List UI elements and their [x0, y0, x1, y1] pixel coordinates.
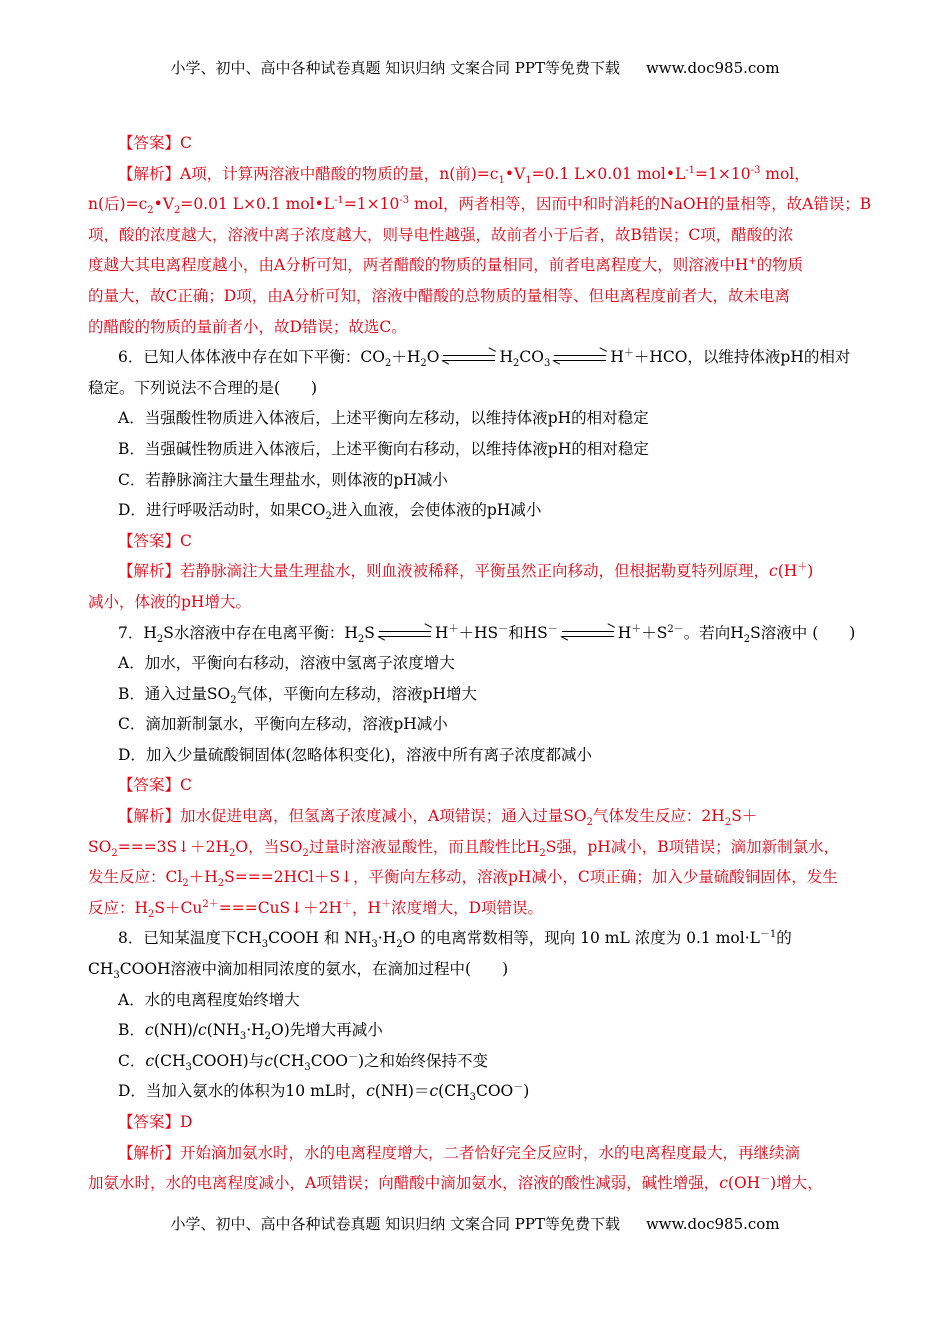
q6-answer: 【答案】C — [118, 531, 192, 550]
q7-option-a: A．加水，平衡向右移动，溶液中氢离子浓度增大 — [118, 654, 455, 673]
q7-analysis-line-2: $SO_2===3S↓+2H_2O$，当$SO_2$过量时溶液显酸性，而且酸性比$H_2S$强，pH减小，B项错误；滴加新制氯水， — [88, 837, 840, 859]
q6-option-a: A．当强酸性物质进入体液后，上述平衡向左移动，以维持体液pH的相对稳定 — [118, 409, 649, 428]
q7-answer: 【答案】C — [118, 776, 192, 795]
q8-stem-line-2: $CH_3COOH$溶液中滴加相同浓度的氨水，在滴加过程中( ) — [88, 960, 509, 982]
q5-analysis-line-3: 项，酸的浓度越大，溶液中离子浓度越大，则导电性越强，故前者小于后者，故B错误；C项，醋酸的浓 — [88, 225, 794, 244]
equilibrium-arrow-icon — [554, 352, 606, 364]
q8-stem-line-1: 8．已知某温度下$CH_3COOH$ 和 $NH_3\cdot H_2O$ 的电离常数相等，现向 10 mL 浓度为 0.1 $mol\cdot L^{-1}$的 — [118, 929, 792, 951]
q7-analysis-line-1: 【解析】加水促进电离，但氢离子浓度减小，A项错误；通入过量$SO_2$气体发生反应：$2H_2S+$ — [118, 807, 758, 829]
document-body — [88, 128, 872, 1199]
q6-analysis-line-2: 减小，体液的pH增大。 — [88, 592, 251, 611]
q8-analysis-line-1: 【解析】开始滴加氨水时，水的电离程度增大，二者恰好完全反应时，水的电离程度最大，再继续滴 — [118, 1143, 801, 1162]
q8-answer: 【答案】D — [118, 1113, 193, 1131]
q6-stem-line-1: 6．已知人体体液中存在如下平衡：$CO_2+H_2O$ $H_2CO_3$ H＋＋HCO，以维持体液pH的相对 — [118, 348, 851, 370]
q5-analysis-line-5: 的量大，故C正确；D项，由A分析可知，溶液中醋酸的总物质的量相等、但电离程度前者大，故未电离 — [88, 286, 790, 305]
q6-analysis-line-1: 【解析】若静脉滴注大量生理盐水，则血液被稀释，平衡虽然正向移动，但根据勒夏特列原理，c(H＋) — [118, 562, 814, 581]
q8-analysis-line-2: 加氨水时，水的电离程度减小，A项错误；向醋酸中滴加氨水，溶液的酸性减弱，碱性增强，c(OH－)增大， — [88, 1174, 823, 1193]
q7-analysis-line-4: 反应：$H_2S+Cu^{2+}===CuS↓+2H^+$，H＋浓度增大，D项错误。 — [88, 898, 544, 920]
q6-stem-line-2: 稳定。下列说法不合理的是( ) — [88, 378, 318, 397]
q5-analysis-line-4: 度越大其电离程度越小，由A分析可知，两者醋酸的物质的量相同，前者电离程度大，则溶液中H+的物质 — [88, 256, 804, 275]
equilibrium-arrow-icon — [443, 352, 495, 364]
q5-analysis-line-1: 【解析】A项，计算两溶液中醋酸的物质的量，n(前)$=c_1•V_1=0.1$ L×0.01 $mol•L^{-1}=1\times 10^{-3}$ mol， — [118, 164, 810, 186]
equilibrium-arrow-icon — [379, 628, 431, 640]
q5-answer: 【答案】C — [118, 134, 192, 152]
q7-stem: 7．$H_2S$水溶液中存在电离平衡：$H_2S$ H＋＋HS－和HS－ $H^++S^{2-}$。若向$H_2S$溶液中 ( ) — [118, 623, 856, 645]
header-text: 小学、初中、高中各种试卷真题 知识归纳 文案合同 PPT等免费下载 — [170, 59, 620, 77]
q6-option-c: C．若静脉滴注大量生理盐水，则体液的pH减小 — [118, 470, 448, 489]
q6-option-b: B．当强碱性物质进入体液后，上述平衡向右移动，以维持体液pH的相对稳定 — [118, 439, 649, 458]
page-footer — [0, 1213, 950, 1234]
equilibrium-arrow-icon — [562, 628, 614, 640]
q5-analysis-line-2: n(后)$=c_2•V_2=0.01$ L×0.1 $mol•L^{-1}=1\times 10^{-3}$ mol，两者相等，因而中和时消耗的NaOH的量相等，故A错误；B — [88, 195, 872, 217]
q8-option-b: B．$c(NH)/c(NH_3\cdot H_2O)$先增大再减小 — [118, 1021, 383, 1043]
q8-option-d: D．当加入氨水的体积为10 mL时，$c(NH)=c(CH_3COO^-)$ — [118, 1082, 530, 1104]
q8-option-c: C．$c(CH_3COOH)$与$c(CH_3COO^-)$之和始终保持不变 — [118, 1051, 489, 1073]
footer-url[interactable]: www.doc985.com — [645, 1215, 780, 1233]
footer-text: 小学、初中、高中各种试卷真题 知识归纳 文案合同 PPT等免费下载 — [170, 1215, 620, 1233]
q8-option-a: A．水的电离程度始终增大 — [118, 990, 300, 1009]
page-header — [0, 57, 950, 78]
q7-analysis-line-3: 发生反应：$Cl_2+H_2S===2HCl+S↓$，平衡向左移动，溶液pH减小，C项正确；加入少量硫酸铜固体，发生 — [88, 868, 838, 890]
q6-option-d: D．进行呼吸活动时，如果$CO_2$进入血液，会使体液的pH减小 — [118, 501, 542, 523]
q7-option-d: D．加入少量硫酸铜固体(忽略体积变化)，溶液中所有离子浓度都减小 — [118, 745, 593, 764]
q7-option-b: B．通入过量$SO_2$气体，平衡向左移动，溶液pH增大 — [118, 684, 478, 706]
q7-option-c: C．滴加新制氯水，平衡向左移动，溶液pH减小 — [118, 715, 448, 734]
header-url[interactable]: www.doc985.com — [645, 59, 780, 77]
q5-analysis-line-6: 的醋酸的物质的量前者小，故D错误；故选C。 — [88, 317, 407, 336]
